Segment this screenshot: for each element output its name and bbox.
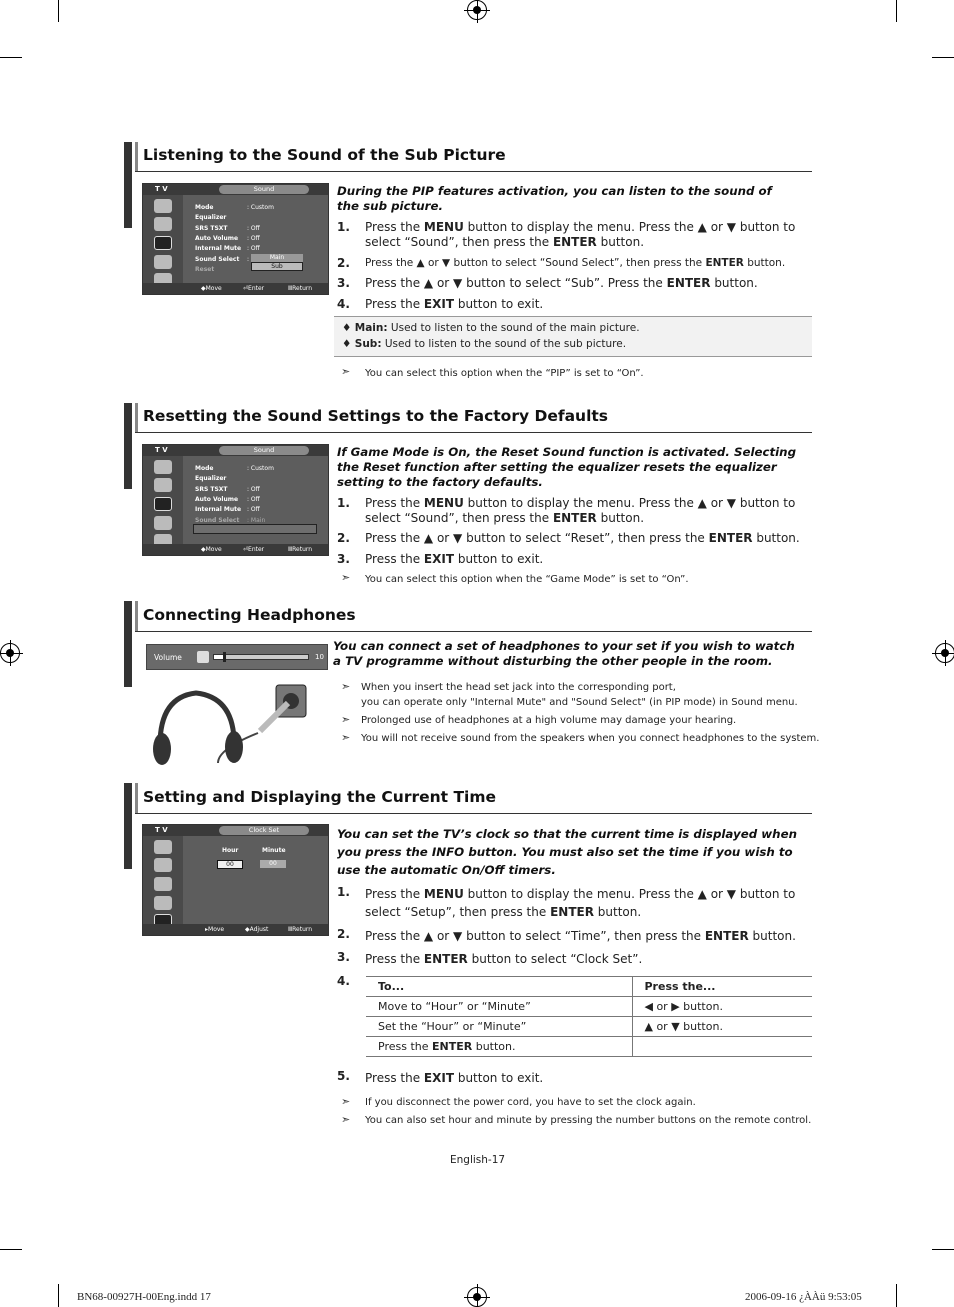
osd-menu-item: Auto Volume	[195, 495, 239, 503]
section-bar	[135, 142, 138, 172]
crop-mark	[58, 1284, 59, 1307]
osd-menu-value: : Main	[247, 516, 266, 524]
osd-menu-item: Sound Select	[195, 516, 240, 524]
step-number: 2.	[337, 927, 350, 941]
note-arrow-icon: ➣	[341, 365, 351, 378]
section-intro: If Game Mode is On, the Reset Sound function is activated. Selecting the Reset function after setting the equalizer resets the equalizer setting to the factory defaults.	[337, 445, 797, 489]
registration-mark-icon	[467, 0, 487, 20]
table-row: Press the ENTER button.	[366, 1037, 812, 1057]
osd-hour-label: Hour	[222, 847, 239, 854]
section-rule	[135, 432, 812, 433]
clock-set-table	[366, 976, 812, 1057]
osd-menu-item: Mode	[195, 465, 214, 472]
note-arrow-icon: ➣	[341, 680, 351, 693]
tv-osd-sound-select: T V Sound Mode : Custom Equalizer SRS TSXT : Off Auto Volume : Off Internal Mute : Off Sound Select : Reset Main Sub ◆Move ⏎Enter ⅢReturn	[142, 183, 329, 295]
osd-menu-value: : Off	[247, 485, 260, 493]
step-number: 2.	[337, 531, 350, 545]
note-text: Prolonged use of headphones at a high volume may damage your hearing.	[361, 715, 737, 726]
crop-mark	[0, 1249, 22, 1250]
step-text: Press the ▲ or ▼ button to select “Time”, then press the ENTER button.	[365, 929, 796, 943]
note-arrow-icon: ➣	[341, 571, 351, 584]
section-title: Resetting the Sound Settings to the Factory Defaults	[143, 407, 609, 425]
step-text: Press the EXIT button to exit.	[365, 297, 544, 311]
slug-file: BN68-00927H-00Eng.indd 17	[77, 1291, 211, 1303]
info-box-sub: ♦ Sub: Used to listen to the sound of the sub picture.	[342, 338, 627, 350]
step-number: 3.	[337, 276, 350, 290]
speaker-icon	[197, 651, 209, 663]
section-bar	[124, 601, 132, 687]
step-number: 1.	[337, 885, 350, 899]
osd-menu-value: : Custom	[247, 465, 274, 472]
step-number: 3.	[337, 552, 350, 566]
note-arrow-icon: ➣	[341, 1113, 351, 1126]
crop-mark	[932, 1249, 954, 1250]
section-intro: During the PIP features activation, you can listen to the sound of the sub picture.	[337, 184, 772, 213]
note-arrow-icon: ➣	[341, 713, 351, 726]
osd-menu-item: Internal Mute	[195, 245, 242, 253]
osd-menu-item: Mode	[195, 204, 214, 211]
step-number: 4.	[337, 297, 350, 311]
step-number: 3.	[337, 950, 350, 964]
slug-date: 2006-09-16 ¿ÀÀü 9:53:05	[745, 1291, 862, 1303]
osd-popup-sub: Sub	[251, 262, 303, 271]
section-title: Listening to the Sound of the Sub Picture	[143, 146, 506, 164]
volume-slider	[213, 654, 309, 660]
section-bar	[124, 142, 132, 228]
section-rule	[135, 631, 812, 632]
page-number: English-17	[450, 1154, 506, 1166]
note-text: You can select this option when the “PIP” is set to “On”.	[365, 368, 644, 379]
info-box-main: ♦ Main: Used to listen to the sound of the main picture.	[342, 322, 640, 334]
note-arrow-icon: ➣	[341, 731, 351, 744]
step-text: Press the MENU button to display the menu. Press the ▲ or ▼ button to select “Sound”, then press the ENTER button.	[365, 496, 796, 525]
step-text: Press the MENU button to display the menu. Press the ▲ or ▼ button to select “Sound”, then press the ENTER button.	[365, 220, 796, 249]
osd-menu-value: : Off	[247, 245, 260, 253]
osd-menu-item: Sound Select	[195, 255, 240, 263]
step-text: Press the EXIT button to exit.	[365, 1071, 544, 1085]
table-header: To...	[366, 977, 632, 997]
step-text: Press the ▲ or ▼ button to select “Sub”. Press the ENTER button.	[365, 276, 758, 290]
crop-mark	[896, 0, 897, 22]
table-header: Press the...	[632, 977, 812, 997]
headphones-icon	[148, 683, 313, 768]
tv-osd-sound-reset: T V Sound Mode : Custom Equalizer SRS TSXT : Off Auto Volume : Off Internal Mute : Off Sound Select : Main ◆Move ⏎Enter ⅢReturn	[142, 444, 329, 556]
osd-menu-item: Equalizer	[195, 214, 227, 222]
note-text: You will not receive sound from the speakers when you connect headphones to the system.	[361, 733, 820, 744]
volume-osd	[146, 644, 328, 670]
volume-value: 10	[315, 653, 324, 661]
osd-minute-label: Minute	[262, 847, 286, 854]
note-text: you can operate only "Internal Mute" and "Sound Select" (in PIP mode) in Sound menu.	[361, 697, 798, 708]
section-bar	[135, 601, 138, 631]
osd-menu-value: : Off	[247, 224, 260, 232]
step-number: 2.	[337, 256, 350, 270]
step-text: Press the EXIT button to exit.	[365, 552, 544, 566]
osd-menu-item: Equalizer	[195, 475, 227, 483]
osd-menu-item: SRS TSXT	[195, 485, 228, 493]
step-number: 5.	[337, 1069, 350, 1083]
crop-mark	[58, 0, 59, 22]
section-bar	[124, 783, 132, 869]
osd-menu-item: Auto Volume	[195, 234, 239, 242]
note-arrow-icon: ➣	[341, 1095, 351, 1108]
section-title: Connecting Headphones	[143, 606, 356, 624]
osd-menu-value: : Custom	[247, 204, 274, 211]
step-number: 1.	[337, 220, 350, 234]
osd-reset-highlight	[193, 524, 317, 534]
info-box	[334, 316, 812, 357]
step-number: 4.	[337, 974, 350, 988]
osd-menu-value: : Off	[247, 506, 260, 514]
table-row: Move to “Hour” or “Minute” ◀ or ▶ button.	[366, 997, 812, 1017]
registration-mark-icon	[935, 643, 954, 663]
section-intro: You can connect a set of headphones to your set if you wish to watch a TV programme without disturbing the other people in the room.	[333, 639, 795, 668]
tv-osd-clock-set: T V Clock Set Hour Minute 00 00 ▸Move ◆Adjust ⅢReturn	[142, 824, 329, 936]
section-bar	[124, 403, 132, 489]
section-title: Setting and Displaying the Current Time	[143, 788, 497, 806]
step-number: 1.	[337, 496, 350, 510]
note-text: When you insert the head set jack into the corresponding port,	[361, 682, 676, 693]
step-text: Press the ENTER button to select “Clock Set”.	[365, 952, 643, 966]
registration-mark-icon	[0, 643, 20, 663]
section-intro: You can set the TV’s clock so that the current time is displayed when you press the INFO button. You must also set the time if you wish to use the automatic On/Off timers.	[337, 827, 797, 877]
volume-label: Volume	[154, 653, 182, 662]
osd-menu-value: : Off	[247, 234, 260, 242]
note-text: You can also set hour and minute by pressing the number buttons on the remote control.	[365, 1115, 812, 1126]
section-bar	[135, 403, 138, 433]
crop-mark	[896, 1284, 897, 1307]
section-rule	[135, 171, 812, 172]
step-text: Press the ▲ or ▼ button to select “Reset”, then press the ENTER button.	[365, 531, 800, 545]
step-text: Press the ▲ or ▼ button to select “Sound Select”, then press the ENTER button.	[365, 257, 786, 269]
crop-mark	[0, 57, 22, 58]
osd-menu-value: : Off	[247, 495, 260, 503]
osd-hour-value: 00	[217, 860, 243, 869]
osd-menu-item: Reset	[195, 265, 215, 273]
registration-mark-icon	[467, 1287, 487, 1307]
crop-mark	[932, 57, 954, 58]
osd-popup-main: Main	[251, 254, 303, 262]
note-text: You can select this option when the “Game Mode” is set to “On”.	[365, 574, 689, 585]
note-text: If you disconnect the power cord, you have to set the clock again.	[365, 1097, 696, 1108]
osd-menu-item: Internal Mute	[195, 506, 242, 514]
osd-menu-value: :	[247, 255, 250, 263]
section-bar	[135, 783, 138, 813]
step-text: Press the MENU button to display the menu. Press the ▲ or ▼ button to select “Setup”, then press the ENTER button.	[365, 887, 796, 919]
table-row: Set the “Hour” or “Minute” ▲ or ▼ button.	[366, 1017, 812, 1037]
section-rule	[135, 813, 812, 814]
osd-minute-value: 00	[260, 860, 286, 868]
osd-menu-item: SRS TSXT	[195, 224, 228, 232]
